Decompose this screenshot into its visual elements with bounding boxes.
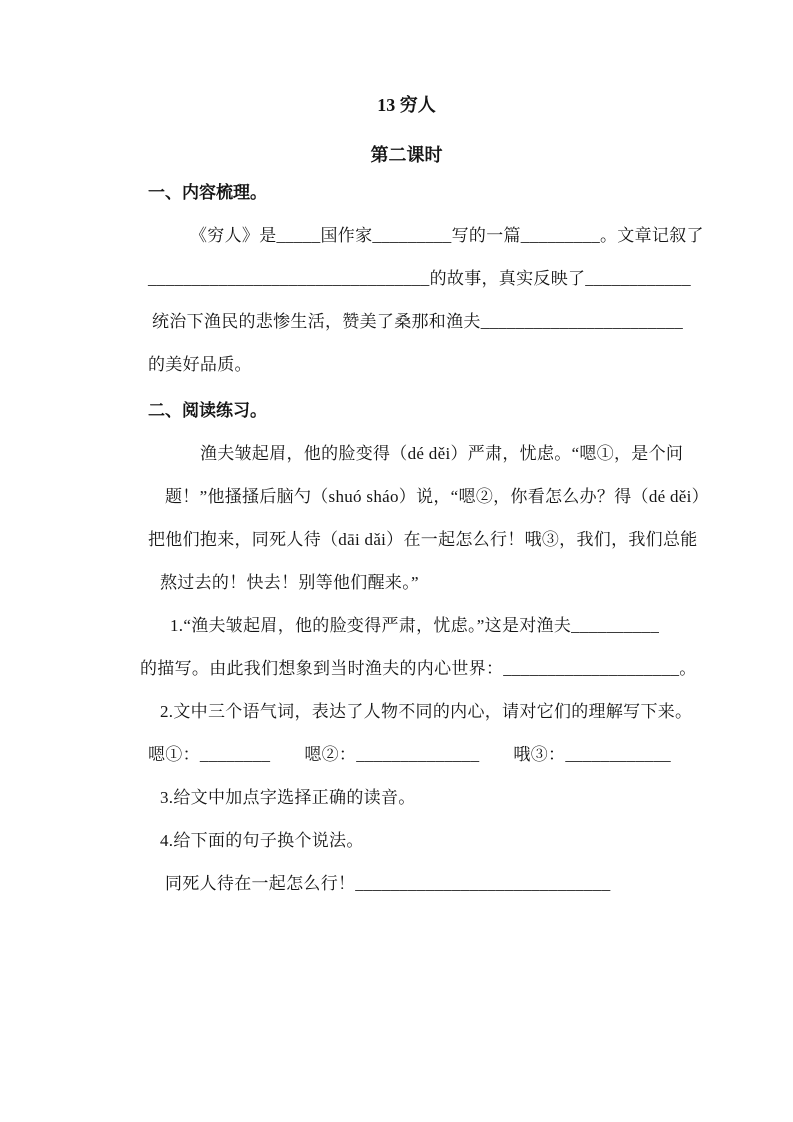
fill-blank-line-3: 统治下渔民的悲惨生活，赞美了桑那和渔夫_______________________ (152, 312, 684, 331)
lesson-title: 13 穷人 (377, 95, 436, 115)
passage-line-2: 题！”他搔搔后脑勺（shuó sháo）说，“嗯②，你看怎么办？得（dé děi） (165, 487, 709, 506)
passage-line-1: 渔夫皱起眉，他的脸变得（dé děi）严肃，忧虑。“嗯①，是个问 (200, 444, 684, 463)
question-4-text: 4.给下面的句子换个说法。 (160, 831, 364, 850)
question-4-sentence: 同死人待在一起怎么行！_____________________________ (165, 874, 611, 893)
section-1-heading: 一、内容梳理。 (148, 183, 267, 202)
question-3-text: 3.给文中加点字选择正确的读音。 (160, 788, 416, 807)
fill-blank-line-2: ________________________________的故事，真实反映了____________ (148, 269, 691, 288)
lesson-subtitle: 第二课时 (370, 145, 443, 165)
passage-line-3: 把他们抱来，同死人待（dāi dǎi）在一起怎么行！哦③，我们，我们总能 (148, 530, 698, 549)
q2-blank-en-1: 嗯①：________ (148, 745, 271, 764)
question-2-text: 2.文中三个语气词，表达了人物不同的内心，请对它们的理解写下来。 (160, 702, 693, 721)
fill-blank-line-4: 的美好品质。 (148, 355, 252, 374)
passage-line-4: 熬过去的！快去！别等他们醒来。” (160, 573, 419, 592)
section-2-heading: 二、阅读练习。 (148, 401, 267, 420)
question-2-blanks (140, 733, 673, 776)
fill-blank-line-1: 《穷人》是_____国作家_________写的一篇_________。文章记叙了 (190, 226, 704, 245)
question-1-line-2: 的描写。由此我们想象到当时渔夫的内心世界：____________________。 (140, 659, 697, 678)
q2-blank-o-3: 哦③：____________ (513, 745, 671, 764)
q2-blank-en-2: 嗯②：______________ (304, 745, 480, 764)
question-1-line-1: 1.“渔夫皱起眉，他的脸变得严肃，忧虑。”这是对渔夫__________ (170, 616, 660, 635)
